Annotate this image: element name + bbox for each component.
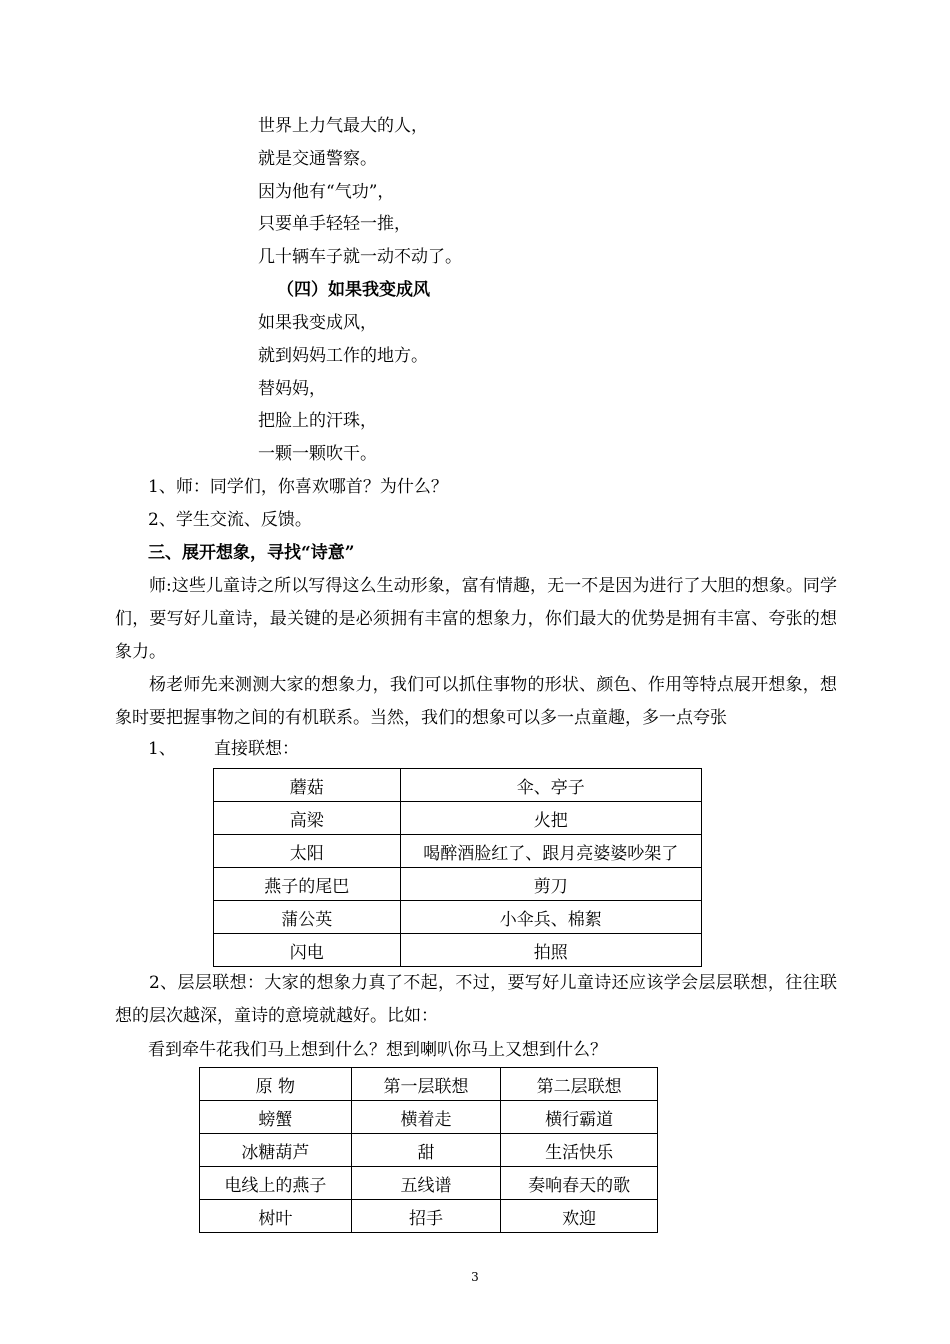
table-cell: 喝醉酒脸红了、跟月亮婆婆吵架了 xyxy=(400,835,701,868)
poem3-line-4: 只要单手轻轻一推， xyxy=(258,214,411,234)
table-cell: 蒲公英 xyxy=(214,901,401,934)
step-2: 2、学生交流、反馈。 xyxy=(148,510,312,530)
table-row xyxy=(214,868,702,901)
table-header-cell: 原 物 xyxy=(200,1068,352,1101)
poem4-title: （四）如果我变成风 xyxy=(277,280,430,300)
table-row xyxy=(200,1134,658,1167)
table-cell: 横行霸道 xyxy=(501,1101,658,1134)
section3-paragraph-2: 杨老师先来测测大家的想象力，我们可以抓住事物的形状、颜色、作用等特点展开想象，想象时要把握事物之间的有机联系。当然，我们的想象可以多一点童趣，多一点夸张 xyxy=(115,675,837,728)
poem3-line-3: 因为他有“气功”， xyxy=(258,182,395,202)
section3-heading: 三、展开想象，寻找“诗意” xyxy=(148,543,355,563)
table-cell: 剪刀 xyxy=(400,868,701,901)
table-row xyxy=(214,901,702,934)
table-cell: 横着走 xyxy=(351,1101,501,1134)
table-cell: 高梁 xyxy=(214,802,401,835)
table-cell: 冰糖葫芦 xyxy=(200,1134,352,1167)
table-cell: 奏响春天的歌 xyxy=(501,1167,658,1200)
poem4-line-1: 如果我变成风， xyxy=(258,313,377,333)
table-row xyxy=(200,1200,658,1233)
page-number: 3 xyxy=(471,1270,479,1284)
poem3-line-1: 世界上力气最大的人， xyxy=(258,116,428,136)
poem3-line-5: 几十辆车子就一动不动了。 xyxy=(258,247,462,267)
direct-association-table xyxy=(213,768,702,967)
table-cell: 闪电 xyxy=(214,934,401,967)
table-cell: 拍照 xyxy=(400,934,701,967)
section3-paragraph-1: 师:这些儿童诗之所以写得这么生动形象，富有情趣，无一不是因为进行了大胆的想象。同学们，要写好儿童诗，最关键的是必须拥有丰富的想象力，你们最大的优势是拥有丰富、夸张的想象力。 xyxy=(115,576,837,662)
table-row xyxy=(214,934,702,967)
table-row xyxy=(200,1167,658,1200)
table-cell: 电线上的燕子 xyxy=(200,1167,352,1200)
table-cell: 甜 xyxy=(351,1134,501,1167)
table-cell: 招手 xyxy=(351,1200,501,1233)
table-cell: 太阳 xyxy=(214,835,401,868)
poem4-line-4: 把脸上的汗珠， xyxy=(258,411,377,431)
table-cell: 蘑菇 xyxy=(214,769,401,802)
table-cell: 小伞兵、棉絮 xyxy=(400,901,701,934)
poem4-line-2: 就到妈妈工作的地方。 xyxy=(258,346,428,366)
layered-association-question: 看到牵牛花我们马上想到什么？想到喇叭你马上又想到什么？ xyxy=(148,1040,607,1060)
table-cell: 五线谱 xyxy=(351,1167,501,1200)
layered-association-paragraph: 2、层层联想：大家的想象力真了不起，不过，要写好儿童诗还应该学会层层联想，往往联想的层次越深，童诗的意境就越好。比如： xyxy=(115,973,837,1026)
table-cell: 生活快乐 xyxy=(501,1134,658,1167)
table-cell: 树叶 xyxy=(200,1200,352,1233)
table-cell: 螃蟹 xyxy=(200,1101,352,1134)
table-cell: 欢迎 xyxy=(501,1200,658,1233)
table-cell: 伞、亭子 xyxy=(400,769,701,802)
table-row xyxy=(214,769,702,802)
item1-number: 1、 xyxy=(148,739,176,759)
table-row xyxy=(214,802,702,835)
table-header-row xyxy=(200,1068,658,1101)
step-1: 1、师：同学们，你喜欢哪首？为什么？ xyxy=(148,477,448,497)
poem4-line-3: 替妈妈， xyxy=(258,379,326,399)
item1-label: 直接联想： xyxy=(214,739,299,759)
table-row xyxy=(200,1101,658,1134)
table-header-cell: 第一层联想 xyxy=(351,1068,501,1101)
layered-association-table xyxy=(199,1067,658,1233)
table-header-cell: 第二层联想 xyxy=(501,1068,658,1101)
poem4-line-5: 一颗一颗吹干。 xyxy=(258,444,377,464)
table-cell: 火把 xyxy=(400,802,701,835)
table-cell: 燕子的尾巴 xyxy=(214,868,401,901)
poem3-line-2: 就是交通警察。 xyxy=(258,149,377,169)
table-row xyxy=(214,835,702,868)
